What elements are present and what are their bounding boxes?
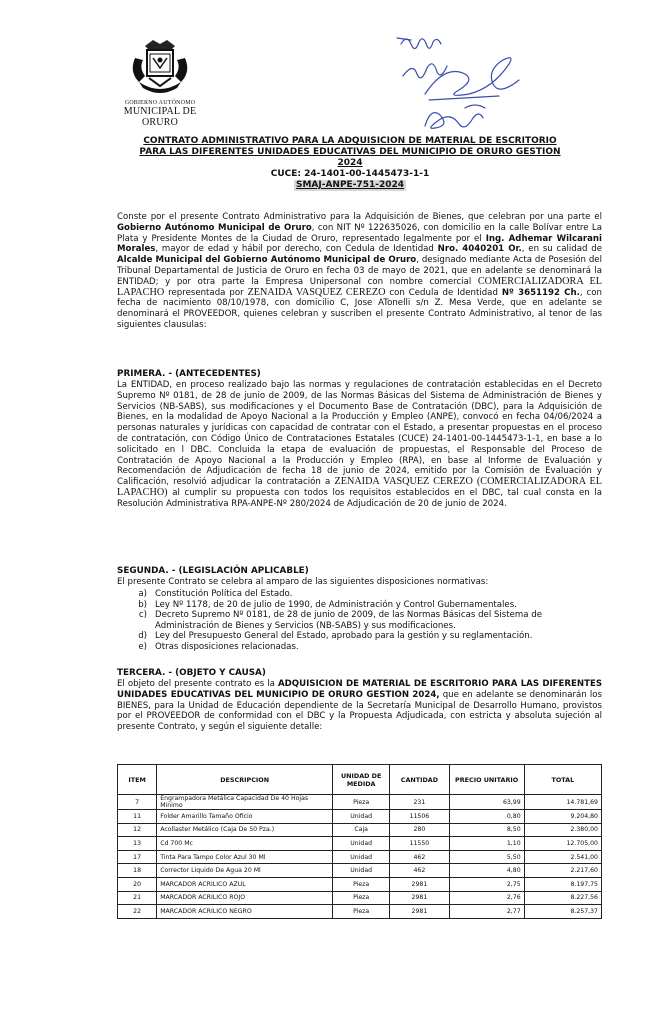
- cell-cantidad: 11550: [390, 837, 449, 851]
- cell-total: 8.257,37: [524, 905, 601, 919]
- cell-precio: 2,75: [449, 877, 524, 891]
- cell-item: 22: [118, 905, 157, 919]
- cell-total: 8.227,56: [524, 891, 601, 905]
- cell-unidad: Unidad: [333, 864, 390, 878]
- cell-item: 21: [118, 891, 157, 905]
- cell-precio: 0,80: [449, 810, 524, 824]
- intro-paragraph: Conste por el presente Contrato Administrativo para la Adquisición de Bienes, que celebran por una parte el Gobierno Autónomo Municipal de Oruro, con NIT Nº 122635026, con domicilio en la calle Bolívar entre La Plata y Presidente Montes de la Ciudad de Oruro, representado legalmente por el Ing. Adhemar Wilcarani Morales, mayor de edad y hábil por derecho, con Cedula de Identidad Nro. 4040201 Or., en su calidad de Alcalde Municipal del Gobierno Autónomo Municipal de Oruro, designado mediante Acta de Posesión del Tribunal Departamental de Justicia de Oruro en fecha 03 de mayo de 2021, que en adelante se denominará la ENTIDAD; y por otra parte la Empresa Unipersonal con nombre comercial COMERCIALIZADORA EL LAPACHO representada por ZENAIDA VASQUEZ CEREZO con Cedula de Identidad Nº 3651192 Ch., con fecha de nacimiento 08/10/1978, con domicilio C, Jose ATonelli s/n Z. Mesa Verde, que en adelante se denominará el PROVEEDOR, quienes celebran y suscriben el presente Contrato Administrativo, al tenor de las siguientes clausulas:: [117, 212, 602, 330]
- cell-total: 14.781,69: [524, 795, 601, 810]
- cell-precio: 1,10: [449, 837, 524, 851]
- legislation-list: [117, 589, 602, 653]
- contract-title: [100, 136, 600, 191]
- clause-tercera-text: El objeto del presente contrato es la ADQUISICION DE MATERIAL DE ESCRITORIO PARA LAS DIFERENTES UNIDADES EDUCATIVAS DEL MUNICIPIO DE ORURO GESTION 2024, que en adelante se denominarán los BIENES, para la Unidad de Educación dependiente de la Secretaría Municipal de Desarrollo Humano, provistos por el PROVEEDOR de conformidad con el DBC y la Propuesta Adjudicada, con estricta y absoluta sujeción al presente Contrato, y según el siguiente detalle:: [117, 679, 603, 733]
- list-item: d) Ley del Presupuesto General del Estado, aprobado para la gestión y su reglamentación.: [138, 631, 533, 642]
- col-total: TOTAL: [524, 765, 601, 795]
- clause-primera-text: La ENTIDAD, en proceso realizado bajo las normas y regulaciones de contratación establecidas en el Decreto Supremo Nº 0181, de 28 de junio de 2009, de las Normas Básicas del Sistema de Administración de Bienes y Servicios (NB-SABS), sus modificaciones y el Documento Base de Contratación (DBC), para la Adquisición de Bienes, en la modalidad de Apoyo Nacional a la Producción y Empleo (ANPE), convocó en fecha 04/06/2024 a personas naturales y jurídicas con capacidad de contratar con el Estado, a presentar propuestas en el proceso de contratación, con Código Único de Contrataciones Estatales (CUCE) 24-1401-00-1445473-1-1, en base a lo solicitado en l DBC. Concluida la etapa de evaluación de propuestas, el Responsable del Proceso de Contratación de Apoyo Nacional a la Producción y Empleo (RPA), en base al Informe de Evaluación y Recomendación de Adjudicación de fecha 18 de junio de 2024, emitido por la Comisión de Evaluación y Calificación, resolvió adjudicar la contratación a ZENAIDA VASQUEZ CEREZO (COMERCIALIZADORA EL LAPACHO) al cumplir su propuesta con todos los requisitos establecidos en el DBC, tal cual consta en la Resolución Administrativa RPA-ANPE-Nº 280/2024 de Adjudicación de 20 de junio de 2024.: [117, 380, 602, 509]
- cell-precio: 2,76: [449, 891, 524, 905]
- cell-unidad: Unidad: [333, 837, 390, 851]
- cell-item: 18: [118, 864, 157, 878]
- cell-cantidad: 462: [390, 850, 449, 864]
- cell-precio: 8,50: [449, 823, 524, 837]
- list-item: a) Constitución Política del Estado.: [138, 589, 293, 599]
- cell-cantidad: 2981: [390, 891, 449, 905]
- cell-cantidad: 2981: [390, 905, 449, 919]
- title-line2: PARA LAS DIFERENTES UNIDADES EDUCATIVAS DEL MUNICIPIO DE ORURO GESTION: [139, 147, 561, 157]
- col-unidad: UNIDAD DE MEDIDA: [333, 765, 390, 795]
- col-cantidad: CANTIDAD: [390, 765, 449, 795]
- cell-descripcion: Engrampadora Metálica Capacidad De 40 Hojas Minimo: [157, 795, 333, 810]
- cell-cantidad: 2981: [390, 877, 449, 891]
- table-row: [118, 877, 602, 891]
- table-row: [118, 810, 602, 824]
- cell-unidad: Pieza: [333, 795, 390, 810]
- cell-precio: 63,99: [449, 795, 524, 810]
- logo-line1: GOBIERNO AUTÓNOMO: [124, 100, 196, 106]
- table-row: [118, 905, 602, 919]
- cell-descripcion: Cd 700 Mc: [157, 837, 333, 851]
- cell-precio: 2,77: [449, 905, 524, 919]
- cell-unidad: Caja: [333, 823, 390, 837]
- cell-item: 7: [118, 795, 157, 810]
- col-precio: PRECIO UNITARIO: [449, 765, 524, 795]
- cell-total: 2.380,00: [524, 823, 601, 837]
- clause-segunda-intro: El presente Contrato se celebra al amparo de las siguientes disposiciones normativas:: [117, 577, 489, 587]
- list-item: c) Decreto Supremo Nº 0181, de 28 de junio de 2009, de las Normas Básicas del Sistema de Administración de Bienes y Servicios (NB-SABS) y sus modificaciones.: [138, 610, 543, 631]
- handwritten-signature: [395, 26, 545, 136]
- cell-unidad: Pieza: [333, 891, 390, 905]
- table-row: [118, 850, 602, 864]
- cell-item: 20: [118, 877, 157, 891]
- title-line3: 2024: [337, 158, 363, 168]
- cell-descripcion: Tinta Para Tampo Color Azul 30 Ml: [157, 850, 333, 864]
- cell-unidad: Unidad: [333, 850, 390, 864]
- cell-precio: 5,50: [449, 850, 524, 864]
- cell-descripcion: Acollaster Metálico (Caja De 50 Pza.): [157, 823, 333, 837]
- cell-total: 9.204,80: [524, 810, 601, 824]
- table-row: [118, 795, 602, 810]
- cell-total: 2.217,60: [524, 864, 601, 878]
- logo-line2: MUNICIPAL DE ORURO: [123, 106, 197, 128]
- clause-tercera-heading: TERCERA. - (OBJETO Y CAUSA): [117, 668, 266, 678]
- table-row: [118, 891, 602, 905]
- coat-of-arms-icon: [125, 38, 195, 100]
- title-line1: CONTRATO ADMINISTRATIVO PARA LA ADQUISICION DE MATERIAL DE ESCRITORIO: [143, 136, 557, 146]
- col-item: ITEM: [118, 765, 157, 795]
- cell-unidad: Pieza: [333, 905, 390, 919]
- municipal-logo: [108, 38, 212, 128]
- cell-descripcion: MARCADOR ACRILICO ROJO: [157, 891, 333, 905]
- cell-descripcion: Folder Amarillo Tamaño Oficio: [157, 810, 333, 824]
- cell-item: 13: [118, 837, 157, 851]
- cell-total: 8.197,75: [524, 877, 601, 891]
- clause-segunda-heading: SEGUNDA. - (LEGISLACIÓN APLICABLE): [117, 566, 309, 576]
- cell-cantidad: 462: [390, 864, 449, 878]
- table-row: [118, 837, 602, 851]
- cell-descripcion: MARCADOR ACRILICO AZUL: [157, 877, 333, 891]
- cell-item: 12: [118, 823, 157, 837]
- cell-precio: 4,80: [449, 864, 524, 878]
- items-table: [117, 764, 602, 919]
- cell-item: 17: [118, 850, 157, 864]
- contract-code: SMAJ-ANPE-751-2024: [295, 180, 405, 190]
- cell-descripcion: Corrector Liquido De Agua 20 Ml: [157, 864, 333, 878]
- cuce-code: CUCE: 24-1401-00-1445473-1-1: [270, 169, 430, 179]
- list-item: e) Otras disposiciones relacionadas.: [138, 641, 299, 652]
- cell-total: 12.705,00: [524, 837, 601, 851]
- cell-unidad: Pieza: [333, 877, 390, 891]
- cell-total: 2.541,00: [524, 850, 601, 864]
- clause-primera-heading: PRIMERA. - (ANTECEDENTES): [117, 369, 261, 379]
- cell-descripcion: MARCADOR ACRILICO NEGRO: [157, 905, 333, 919]
- col-descripcion: DESCRIPCION: [157, 765, 333, 795]
- list-item: b) Ley Nº 1178, de 20 de julio de 1990, de Administración y Control Gubernamentales.: [138, 599, 517, 610]
- table-row: [118, 823, 602, 837]
- cell-cantidad: 280: [390, 823, 449, 837]
- table-row: [118, 864, 602, 878]
- cell-unidad: Unidad: [333, 810, 390, 824]
- cell-item: 11: [118, 810, 157, 824]
- table-header-row: [118, 765, 602, 795]
- cell-cantidad: 231: [390, 795, 449, 810]
- cell-cantidad: 11506: [390, 810, 449, 824]
